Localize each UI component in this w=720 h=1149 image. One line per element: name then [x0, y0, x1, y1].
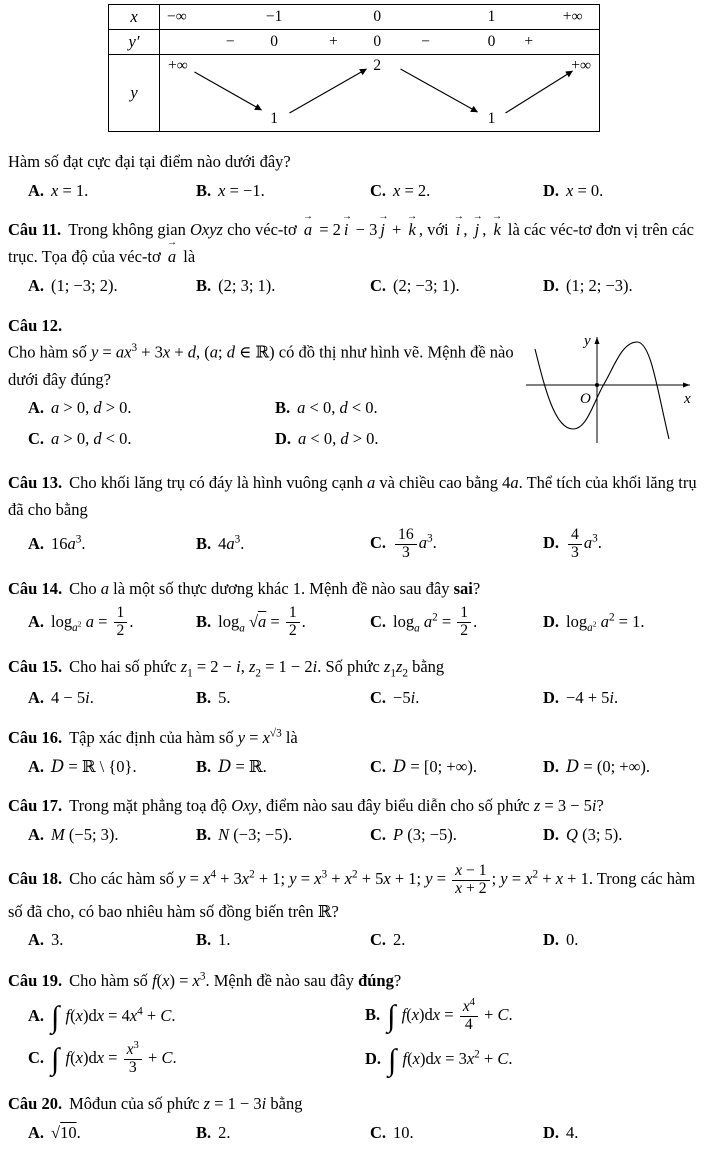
- option-b: [196, 1118, 370, 1149]
- option-text: $\log_{a^2} a^2 = 1$.: [566, 611, 645, 635]
- options-row: [28, 524, 710, 565]
- option-d: [543, 820, 710, 851]
- option-text: 2.: [393, 930, 406, 950]
- option-label: C.: [370, 930, 387, 950]
- option-label: D.: [543, 180, 560, 200]
- stem-text: Cho các hàm số $y = x^4 + 3x^2 + 1$; $y = x^3 + x^2 + 5x + 1$; y = $\frac{x - 1}{x + 2}$ ; $y = x^2 + x + 1$. Trong các hàm số đã cho, có bao nhiêu hàm số đồng biến trên ℝ?: [8, 861, 696, 921]
- x-row-label: x: [109, 5, 160, 29]
- yprime-sign: 0: [270, 33, 278, 50]
- option-label: A.: [28, 1123, 45, 1143]
- option-label: A.: [28, 534, 45, 554]
- question-18: [8, 862, 710, 956]
- option-d: [543, 683, 710, 714]
- option-label: C.: [28, 428, 45, 448]
- option-text: a > 0, d < 0.: [51, 428, 132, 448]
- option-b: [196, 683, 370, 714]
- question-11: [8, 217, 710, 301]
- yprime-sign: +: [524, 33, 534, 50]
- option-text: −4 + 5i.: [566, 687, 619, 707]
- option-c: [370, 176, 543, 207]
- x-value: 1: [487, 8, 496, 25]
- option-text: ∫ f(x)dx = $\frac{x^4}{4}$ + C.: [387, 997, 513, 1034]
- option-label: B.: [196, 534, 212, 554]
- option-b: [196, 820, 370, 851]
- option-text: 10.: [393, 1123, 414, 1143]
- option-label: D.: [543, 532, 560, 552]
- y-value: +∞: [571, 57, 591, 74]
- question-number: Câu 19.: [8, 970, 63, 990]
- stem-text: Cho hàm số $f(x) = x^3$. Mệnh đề nào sau đây đúng?: [69, 970, 402, 990]
- y-row-values: [160, 55, 599, 131]
- option-a: [28, 393, 275, 424]
- option-text: ∫ $f(x)dx = 4x^4 + C$.: [51, 999, 176, 1034]
- option-label: A.: [28, 687, 45, 707]
- option-d: [543, 176, 710, 207]
- question-stem: [8, 862, 710, 926]
- option-b: [275, 393, 518, 424]
- option-text: √10.: [51, 1123, 81, 1143]
- option-d: [543, 271, 710, 302]
- x-value: +∞: [562, 8, 583, 25]
- option-d: [543, 1118, 710, 1149]
- y-value: 1: [270, 110, 278, 127]
- option-a: [28, 999, 365, 1034]
- option-text: ∫ $f(x)dx = 3x^2 + C$.: [388, 1042, 513, 1077]
- question-stem: [8, 470, 710, 523]
- option-label: A.: [28, 611, 45, 631]
- option-text: P (3; −5).: [393, 825, 457, 844]
- variation-table: [108, 4, 600, 132]
- question-16: [8, 724, 710, 782]
- option-c: [370, 683, 543, 714]
- option-b: [196, 271, 370, 302]
- option-d: [543, 925, 710, 956]
- option-text: a < 0, d > 0.: [298, 428, 379, 448]
- option-label: D.: [543, 687, 560, 707]
- option-label: C.: [370, 756, 387, 776]
- option-text: 5.: [218, 687, 231, 707]
- option-label: C.: [370, 611, 387, 631]
- option-text: x = 0.: [566, 180, 604, 200]
- yprime-sign: −: [421, 33, 430, 50]
- option-b: [196, 602, 370, 643]
- cubic-graph: [518, 327, 700, 451]
- x-value: 0: [373, 8, 382, 25]
- option-text: D = ℝ \ {0}.: [51, 756, 137, 776]
- table-row-y: [109, 55, 599, 131]
- question-stem: Cho hàm số $y = ax^3 + 3x + d$, (a; d ∈ ℝ) có đồ thị như hình vẽ. Mệnh đề nào dưới đây đúng?: [8, 342, 514, 389]
- x-value: −∞: [167, 8, 187, 25]
- option-label: B.: [196, 275, 212, 295]
- option-d: [543, 524, 710, 565]
- origin-label: O: [580, 390, 591, 407]
- option-text: Q (3; 5).: [566, 825, 623, 844]
- option-text: M (−5; 3).: [51, 825, 119, 844]
- option-label: D.: [543, 756, 560, 776]
- option-label: D.: [275, 428, 292, 448]
- option-label: D.: [543, 1123, 560, 1143]
- question-stem: [8, 576, 710, 603]
- x-value: −1: [265, 8, 283, 25]
- option-label: A.: [28, 275, 45, 295]
- option-c: [28, 424, 275, 455]
- option-label: C.: [370, 275, 387, 295]
- table-row-yprime: [109, 30, 599, 55]
- option-label: C.: [28, 1047, 45, 1067]
- options-row: [28, 752, 710, 783]
- question-number: Câu 15.: [8, 657, 63, 677]
- option-a: [28, 176, 196, 207]
- yprime-sign: 0: [487, 33, 496, 50]
- option-label: D.: [543, 611, 560, 631]
- option-text: 4 − 5i.: [51, 687, 94, 707]
- option-text: $16a^3$.: [51, 533, 86, 554]
- option-text: x = −1.: [218, 180, 265, 200]
- option-a: [28, 1118, 196, 1149]
- options-row: [28, 176, 710, 207]
- option-b: [365, 994, 710, 1037]
- option-b: [196, 925, 370, 956]
- yprime-row-signs: [160, 30, 599, 54]
- stem-text: Cho hai số phức $z_1 = 2 - i$, $z_2 = 1 - 2i$. Số phức $z_1z_2$ bằng: [69, 657, 445, 680]
- y-row-label: y: [109, 55, 160, 131]
- option-text: x = 1.: [51, 180, 89, 200]
- option-d: [365, 1042, 710, 1077]
- option-text: 1.: [218, 930, 231, 950]
- option-a: [28, 925, 196, 956]
- question-14: [8, 576, 710, 644]
- question-12-content: [8, 313, 518, 460]
- option-text: a > 0, d > 0.: [51, 398, 132, 418]
- question-number: Câu 12.: [8, 315, 63, 335]
- question-number: Câu 16.: [8, 727, 63, 747]
- option-label: A.: [28, 930, 45, 950]
- question-number-line: [8, 313, 518, 340]
- option-text: x = 2.: [393, 180, 431, 200]
- yprime-sign: 0: [373, 33, 382, 50]
- question-stem: Hàm số đạt cực đại tại điểm nào dưới đây?: [8, 152, 291, 171]
- option-text: $\log_{a^2} a$ = $\frac{1}{2}$ .: [51, 604, 134, 640]
- option-label: A.: [28, 756, 45, 776]
- y-value: 1: [487, 110, 496, 127]
- option-label: B.: [196, 611, 212, 631]
- question-number: Câu 13.: [8, 473, 63, 493]
- question-number: Câu 17.: [8, 796, 63, 816]
- option-label: B.: [196, 756, 212, 776]
- option-text: $\frac{16}{3}$ $a^3$.: [393, 533, 437, 552]
- option-label: B.: [196, 825, 212, 844]
- question-stem: [8, 654, 710, 682]
- option-d: [275, 424, 518, 455]
- option-label: D.: [365, 1048, 382, 1068]
- y-value: 2: [373, 57, 382, 74]
- option-a: [28, 820, 196, 851]
- question-13: [8, 470, 710, 564]
- option-text: (1; 2; −3).: [566, 275, 633, 295]
- question-stem: [8, 217, 710, 270]
- option-label: D.: [543, 825, 560, 844]
- option-label: C.: [370, 1123, 387, 1143]
- option-text: (2; −3; 1).: [393, 275, 460, 295]
- option-label: D.: [543, 275, 560, 295]
- question-20: [8, 1091, 710, 1148]
- option-label: B.: [365, 1004, 381, 1024]
- cubic-curve: [535, 342, 669, 439]
- option-d: [543, 606, 710, 639]
- stem-text: Tập xác định của hàm số $y = x^{√3}$ là: [69, 727, 298, 747]
- question-stem: [8, 967, 710, 994]
- options-row: [28, 271, 710, 302]
- option-text: $\log_a a^2$ = $\frac{1}{2}$ .: [393, 604, 478, 640]
- option-text: (1; −3; 2).: [51, 275, 118, 295]
- options-row: [28, 602, 710, 643]
- option-text: D = [0; +∞).: [393, 756, 477, 776]
- option-label: C.: [370, 532, 387, 552]
- question-10: [8, 149, 710, 206]
- option-label: C.: [370, 687, 387, 707]
- option-text: a < 0, d < 0.: [297, 398, 378, 418]
- y-value: +∞: [168, 57, 188, 74]
- x-row-values: [160, 5, 599, 29]
- y-axis-arrow-icon: [595, 337, 600, 344]
- cubic-graph-figure: [518, 313, 710, 460]
- option-text: 0.: [566, 930, 579, 950]
- option-label: A.: [28, 398, 45, 418]
- yprime-sign: +: [329, 33, 338, 50]
- option-label: A.: [28, 825, 45, 844]
- option-b: [196, 529, 370, 560]
- option-b: [196, 176, 370, 207]
- option-text: D = ℝ.: [218, 756, 267, 776]
- option-c: [28, 1037, 365, 1080]
- option-label: A.: [28, 180, 45, 200]
- option-text: D = (0; +∞).: [566, 756, 650, 776]
- question-15: [8, 654, 710, 713]
- question-stem: [8, 724, 710, 751]
- option-label: B.: [196, 930, 212, 950]
- option-text: (2; 3; 1).: [218, 275, 276, 295]
- origin-point: [595, 383, 599, 387]
- option-c: [370, 524, 543, 565]
- option-label: B.: [196, 1123, 212, 1143]
- options-grid: [28, 994, 710, 1080]
- yprime-row-label: y′: [109, 30, 160, 54]
- question-number: Câu 18.: [8, 868, 63, 888]
- question-19: [8, 967, 710, 1080]
- y-axis-label: y: [584, 332, 591, 349]
- option-text: 4.: [566, 1123, 579, 1143]
- options-row: [28, 683, 710, 714]
- option-label: D.: [543, 930, 560, 950]
- x-axis-arrow-icon: [683, 382, 690, 387]
- option-c: [370, 602, 543, 643]
- option-label: B.: [196, 180, 212, 200]
- option-label: C.: [370, 825, 387, 844]
- option-c: [370, 820, 543, 851]
- stem-text: Cho a là một số thực dương khác 1. Mệnh đề nào sau đây sai?: [69, 578, 481, 598]
- question-number: Câu 14.: [8, 578, 63, 598]
- table-row-x: [109, 5, 599, 30]
- option-a: [28, 271, 196, 302]
- stem-text: Trong không gian Oxyz cho véc-tơ → a = 2 → i − 3 → j + → k , với → i , → j , → k là các véc-tơ đơn vị trên các trục. Tọa độ của véc-tơ → a là: [8, 220, 694, 266]
- x-axis-label: x: [684, 390, 691, 407]
- option-text: 3.: [51, 930, 64, 950]
- question-number: Câu 20.: [8, 1094, 63, 1114]
- stem-text: Trong mặt phẳng toạ độ Oxy, điểm nào sau đây biểu diễn cho số phức z = 3 − 5i?: [69, 796, 604, 816]
- question-17: [8, 793, 710, 850]
- options-row: [28, 1118, 710, 1149]
- option-d: [543, 752, 710, 783]
- question-12: [8, 313, 710, 460]
- option-a: [28, 683, 196, 714]
- yprime-sign: −: [225, 33, 235, 50]
- option-c: [370, 1118, 543, 1149]
- option-a: [28, 602, 196, 643]
- option-c: [370, 752, 543, 783]
- stem-text: Môđun của số phức z = 1 − 3i bằng: [69, 1094, 303, 1114]
- option-label: B.: [275, 398, 291, 418]
- option-a: [28, 752, 196, 783]
- option-label: A.: [28, 1005, 45, 1025]
- options-row: [28, 925, 710, 956]
- option-text: $4a^3$.: [218, 533, 245, 554]
- option-label: C.: [370, 180, 387, 200]
- options-grid: [28, 393, 518, 454]
- option-c: [370, 925, 543, 956]
- question-stem: [8, 793, 710, 820]
- option-text: $\log_a √a$ = $\frac{1}{2}$ .: [218, 604, 306, 640]
- option-a: [28, 529, 196, 560]
- option-c: [370, 271, 543, 302]
- stem-text: Cho khối lăng trụ có đáy là hình vuông cạnh a và chiều cao bằng 4a. Thể tích của khối lăng trụ đã cho bằng: [8, 473, 697, 520]
- question-stem: [8, 1091, 710, 1118]
- options-row: [28, 820, 710, 851]
- option-text: 2.: [218, 1123, 231, 1143]
- option-text: −5i.: [393, 687, 420, 707]
- option-text: ∫ f(x)dx = $\frac{x^3}{3}$ + C.: [51, 1040, 177, 1077]
- option-text: N (−3; −5).: [218, 825, 293, 844]
- question-number: Câu 11.: [8, 220, 62, 240]
- option-b: [196, 752, 370, 783]
- option-label: B.: [196, 687, 212, 707]
- option-text: $\frac{4}{3}$ $a^3$.: [566, 533, 602, 552]
